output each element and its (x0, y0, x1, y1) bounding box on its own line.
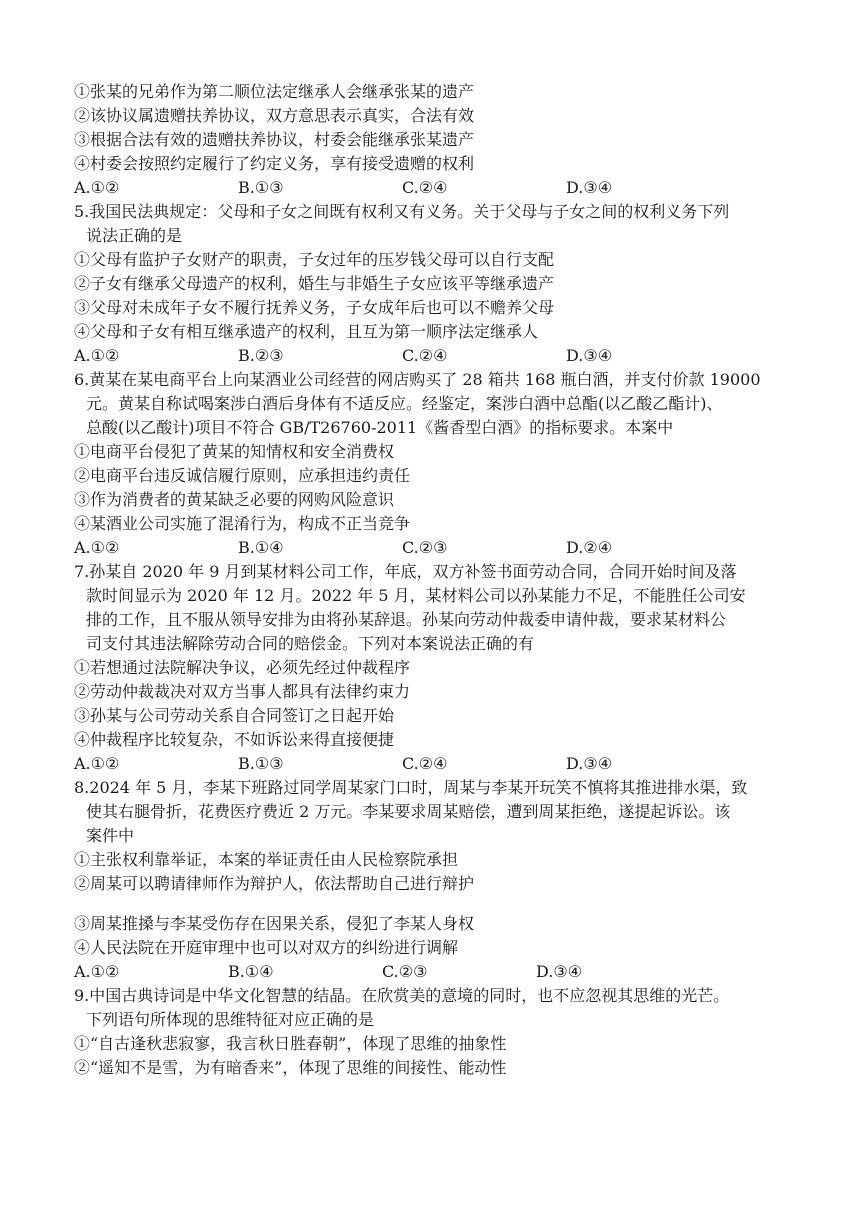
statement: ③孙某与公司劳动关系自合同签订之日起开始 (74, 706, 395, 725)
question-stem-cont: 下列语句所体现的思维特征对应正确的是 (86, 1010, 375, 1029)
option-d: D.③④ (566, 346, 613, 365)
question-8 (74, 776, 794, 984)
option-c: C.②③ (402, 538, 448, 557)
question-5-options (74, 344, 794, 368)
option-a: A.①② (74, 538, 120, 557)
option-c: C.②④ (402, 178, 448, 197)
question-stem: 8.2024 年 5 月，李某下班路过同学周某家门口时，周某与李某开玩笑不慎将其推进排水渠，致 (74, 778, 748, 797)
exam-page (74, 80, 794, 1080)
question-stem: 5.我国民法典规定：父母和子女之间既有权利又有义务。关于父母与子女之间的权利义务下列 (74, 202, 730, 221)
statement: ③作为消费者的黄某缺乏必要的网购风险意识 (74, 490, 395, 509)
statement: ②劳动仲裁裁决对双方当事人都具有法律约束力 (74, 682, 411, 701)
statement: ④父母和子女有相互继承遗产的权利，且互为第一顺序法定继承人 (74, 322, 539, 341)
option-c: C.②④ (402, 754, 448, 773)
statement: ①电商平台侵犯了黄某的知情权和安全消费权 (74, 442, 395, 461)
question-stem: 7.孙某自 2020 年 9 月到某材料公司工作，年底，双方补签书面劳动合同，合同开始时间及落 (74, 562, 737, 581)
question-stem-cont: 排的工作，且不服从领导安排为由将孙某辞退。孙某向劳动仲裁委申请仲裁，要求某材料公 (86, 610, 727, 629)
option-c: C.②③ (382, 962, 428, 981)
statement: ②电商平台违反诚信履行原则，应承担违约责任 (74, 466, 411, 485)
option-b: B.①④ (238, 538, 284, 557)
question-stem: 9.中国古典诗词是中华文化智慧的结晶。在欣赏美的意境的同时，也不应忽视其思维的光芒。 (74, 986, 730, 1005)
question-6 (74, 368, 794, 560)
option-b: B.①③ (238, 754, 284, 773)
statement: ②周某可以聘请律师作为辩护人，依法帮助自己进行辩护 (74, 874, 475, 893)
statement: ②“遥知不是雪，为有暗香来”，体现了思维的间接性、能动性 (74, 1058, 507, 1077)
question-stem-cont: 使其右腿骨折，花费医疗费近 2 万元。李某要求周某赔偿，遭到周某拒绝，遂提起诉讼。该 (86, 802, 731, 821)
question-8-options (74, 960, 794, 984)
question-stem: 6.黄某在某电商平台上向某酒业公司经营的网店购买了 28 箱共 168 瓶白酒，并支付价款 19000 (74, 370, 761, 389)
option-b: B.②③ (238, 346, 284, 365)
option-a: A.①② (74, 346, 120, 365)
question-4-options (74, 176, 794, 200)
statement: ②该协议属遗赠扶养协议，双方意思表示真实，合法有效 (74, 106, 475, 125)
option-a: A.①② (74, 178, 120, 197)
statement: ④某酒业公司实施了混淆行为，构成不正当竞争 (74, 514, 411, 533)
statement: ①张某的兄弟作为第二顺位法定继承人会继承张某的遗产 (74, 82, 475, 101)
question-7-options (74, 752, 794, 776)
question-stem-cont: 司支付其违法解除劳动合同的赔偿金。下列对本案说法正确的有 (86, 634, 535, 653)
blank-gap (74, 896, 794, 912)
option-b: B.①④ (228, 962, 274, 981)
option-d: D.③④ (536, 962, 583, 981)
question-stem-cont: 元。黄某自称试喝案涉白酒后身体有不适反应。经鉴定，案涉白酒中总酯(以乙酸乙酯计)、 (86, 394, 723, 413)
statement: ①父母有监护子女财产的职责，子女过年的压岁钱父母可以自行支配 (74, 250, 555, 269)
question-stem-cont: 说法正确的是 (86, 226, 183, 245)
option-a: A.①② (74, 962, 120, 981)
question-9 (74, 984, 794, 1080)
option-d: D.③④ (566, 178, 613, 197)
statement: ③周某推搡与李某受伤存在因果关系，侵犯了李某人身权 (74, 914, 475, 933)
statement: ①若想通过法院解决争议，必须先经过仲裁程序 (74, 658, 411, 677)
statement: ④仲裁程序比较复杂，不如诉讼来得直接便捷 (74, 730, 395, 749)
statement: ④人民法院在开庭审理中也可以对双方的纠纷进行调解 (74, 938, 459, 957)
question-6-options (74, 536, 794, 560)
option-b: B.①③ (238, 178, 284, 197)
option-a: A.①② (74, 754, 120, 773)
question-stem-cont: 总酸(以乙酸计)项目不符合 GB/T26760-2011《酱香型白酒》的指标要求。本案中 (86, 418, 674, 437)
question-stem-cont: 案件中 (86, 826, 135, 845)
statement: ④村委会按照约定履行了约定义务，享有接受遗赠的权利 (74, 154, 475, 173)
statement: ②子女有继承父母遗产的权利，婚生与非婚生子女应该平等继承遗产 (74, 274, 555, 293)
option-d: D.②④ (566, 538, 613, 557)
option-c: C.②④ (402, 346, 448, 365)
question-7 (74, 560, 794, 776)
question-stem-cont: 款时间显示为 2020 年 12 月。2022 年 5 月，某材料公司以孙某能力不足，不能胜任公司安 (86, 586, 746, 605)
question-4-statements (74, 80, 794, 176)
statement: ③根据合法有效的遗赠扶养协议，村委会能继承张某遗产 (74, 130, 475, 149)
statement: ③父母对未成年子女不履行抚养义务，子女成年后也可以不赡养父母 (74, 298, 555, 317)
question-5 (74, 200, 794, 368)
statement: ①“自古逢秋悲寂寥，我言秋日胜春朝”，体现了思维的抽象性 (74, 1034, 507, 1053)
statement: ①主张权利靠举证，本案的举证责任由人民检察院承担 (74, 850, 459, 869)
option-d: D.③④ (566, 754, 613, 773)
